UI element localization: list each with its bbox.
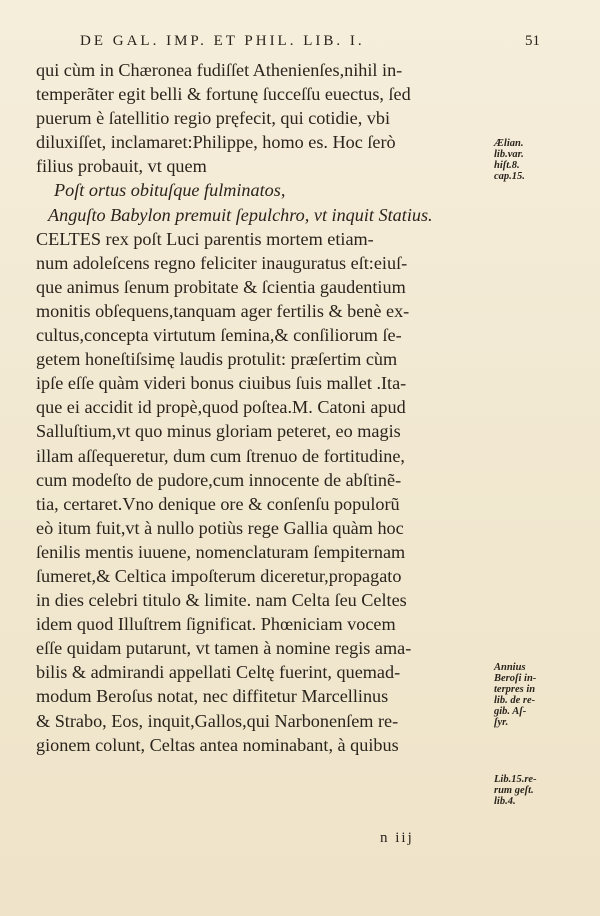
margin-note-aelian: [494, 138, 560, 182]
body-text: [36, 58, 506, 757]
text-line: in dies celebri titulo & limite. nam Celta ſeu Celtes: [36, 590, 407, 611]
verse-line: Poſt ortus obituſque fulminatos,: [54, 180, 286, 201]
margin-note-line: lib.var.: [494, 149, 524, 160]
text-line: monitis obſequens,tanquam ager fertilis & benè ex-: [36, 300, 410, 321]
text-line: que animus ſenum probitate & ſcientia gaudentium: [36, 276, 406, 297]
text-line: gionem colunt, Celtas antea nominabant, à quibus: [36, 734, 399, 755]
margin-note-line: Ælian.: [494, 138, 524, 149]
text-line: eſſe quidam putarunt, vt tamen à nomine regis ama-: [36, 638, 412, 659]
text-line: tia, certaret.Vno denique ore & conſenſu populorũ: [36, 493, 400, 514]
margin-note-line: rum geſt.: [494, 785, 534, 796]
text-line: illam aſſequeretur, dum cum ſtrenuo de fortitudine,: [36, 445, 405, 466]
margin-note-annius: [494, 662, 560, 728]
text-line: temperãter egit belli & fortunę ſucceſſu euectus, ſed: [36, 84, 411, 105]
margin-note-line: Annius: [494, 662, 526, 673]
margin-note-line: lib. de re-: [494, 695, 536, 706]
margin-note-line: terpres in: [494, 684, 536, 695]
text-line: modum Beroſus notat, nec diffitetur Marcellinus: [36, 686, 389, 707]
margin-note-line: ſyr.: [494, 717, 509, 728]
text-line: cum modeſto de pudore,cum innocente de abſtinẽ-: [36, 469, 402, 490]
running-header: [80, 33, 540, 55]
margin-note-line: Lib.15.re-: [494, 774, 537, 785]
text-line: ipſe eſſe quàm videri bonus ciuibus ſuis mallet .Ita-: [36, 373, 407, 394]
page-number: 51: [525, 33, 540, 49]
text-line: cultus,concepta virtutum ſemina,& conſiliorum ſe-: [36, 325, 402, 346]
text-line: ſumeret,& Celtica impoſterum diceretur,propagato: [36, 565, 402, 586]
text-line: que ei accidit id propè,quod poſtea.M. Catoni apud: [36, 397, 406, 418]
margin-note-line: cap.15.: [494, 171, 525, 182]
text-line: puerum è ſatellitio regio pręfecit, qui cotidie, vbi: [36, 108, 391, 129]
text-line: ſenilis mentis iuuene, nomenclaturam ſempiternam: [36, 541, 406, 562]
text-line: num adoleſcens regno feliciter inauguratus eſt:eiuſ-: [36, 252, 408, 273]
text-line: & Strabo, Eos, inquit,Gallos,qui Narbonenſem re-: [36, 710, 399, 731]
text-line: CELTES rex poſt Luci parentis mortem etiam-: [36, 228, 374, 249]
text-line: qui cùm in Chæronea fudiſſet Athenienſes,nihil in-: [36, 60, 403, 80]
running-title: DE GAL. IMP. ET PHIL. LIB. I.: [80, 33, 365, 49]
margin-note-line: lib.4.: [494, 796, 516, 807]
text-line: getem honeſtiſsimę laudis protulit: præſertim cùm: [36, 349, 398, 370]
text-line: idem quod Illuſtrem ſignificat. Phœniciam vocem: [36, 614, 396, 635]
text-line: bilis & admirandi appellati Celtę fuerint, quemad-: [36, 662, 401, 683]
margin-note-line: Beroſi in-: [494, 673, 537, 684]
margin-note-line: gib. Aſ-: [494, 706, 527, 717]
signature-mark: n iij: [380, 830, 414, 846]
text-line: eò itum fuit,vt à nullo potiùs rege Gallia quàm hoc: [36, 517, 404, 538]
text-line: diluxiſſet, inclamaret:Philippe, homo es. Hoc ſerò: [36, 132, 396, 153]
text-line: Salluſtium,vt quo minus gloriam peteret, eo magis: [36, 421, 401, 442]
margin-note-line: hiſt.8.: [494, 160, 520, 171]
margin-note-strabo: [494, 774, 560, 807]
verse-line: Anguſto Babylon premuit ſepulchro, vt inquit Statius.: [48, 204, 433, 225]
text-line: filius probauit, vt quem: [36, 156, 207, 177]
